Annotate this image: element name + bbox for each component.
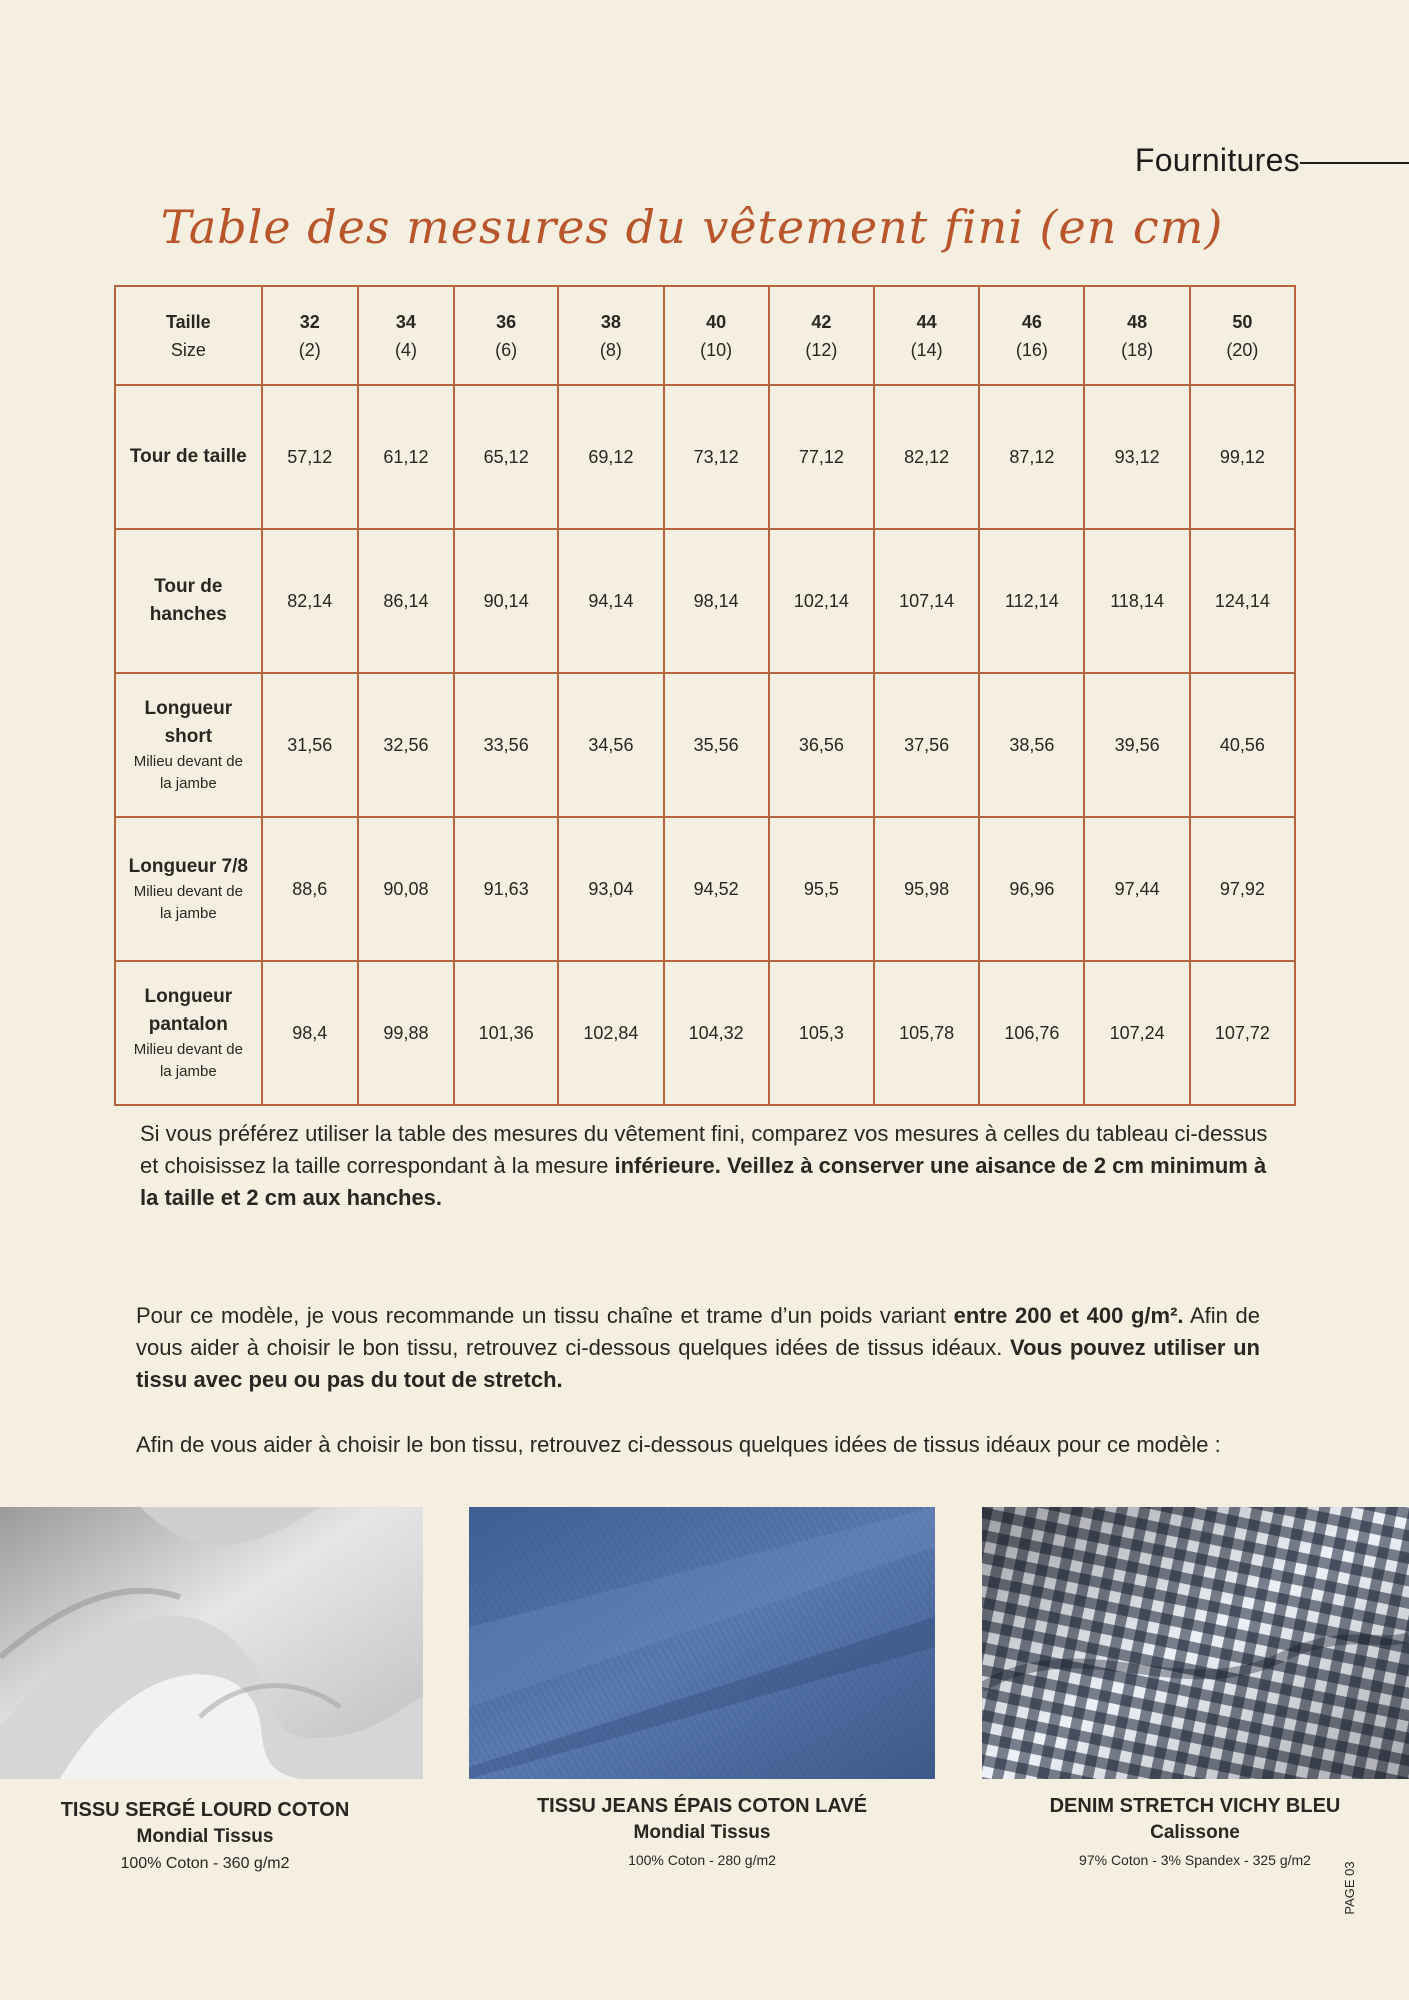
table-cell: 86,14 xyxy=(358,529,454,673)
table-cell: 102,14 xyxy=(769,529,874,673)
recommendation-bold-1: entre 200 et 400 g/m². xyxy=(953,1303,1184,1328)
fabric-name: TISSU JEANS ÉPAIS COTON LAVÉ xyxy=(536,1795,868,1817)
table-cell: 88,6 xyxy=(262,817,358,961)
table-cell: 90,08 xyxy=(358,817,454,961)
table-cell: 95,98 xyxy=(874,817,979,961)
size-header-cell xyxy=(1084,286,1189,385)
row-label-cell xyxy=(115,529,262,673)
row-label-cell xyxy=(115,961,262,1105)
table-header-row xyxy=(115,286,1295,385)
table-cell: 95,5 xyxy=(769,817,874,961)
size-us: (16) xyxy=(1015,339,1048,360)
fabric-ideas-intro: Afin de vous aider à choisir le bon tissu, retrouvez ci-dessous quelques idées de tissus idéaux pour ce modèle : xyxy=(136,1432,1221,1457)
table-cell: 91,63 xyxy=(454,817,558,961)
table-cell: 65,12 xyxy=(454,385,558,529)
table-row xyxy=(115,385,1295,529)
size-fr: 34 xyxy=(395,311,416,332)
table-cell: 35,56 xyxy=(664,673,769,817)
table-cell: 94,52 xyxy=(664,817,769,961)
row-label: Longueur pantalon xyxy=(144,986,233,1035)
fabric-caption-twill xyxy=(0,1796,410,1878)
table-cell: 82,14 xyxy=(262,529,358,673)
recommendation-bold-2: Vous pouvez utiliser un tissu avec peu ou pas du tout de stretch. xyxy=(136,1335,1260,1392)
row-label-cell xyxy=(115,673,262,817)
table-cell: 38,56 xyxy=(979,673,1084,817)
table-cell: 106,76 xyxy=(979,961,1084,1105)
table-cell: 31,56 xyxy=(262,673,358,817)
row-label-cell xyxy=(115,817,262,961)
size-fr: 40 xyxy=(706,311,727,332)
section-title: Fournitures xyxy=(1134,142,1300,178)
table-cell: 102,84 xyxy=(558,961,663,1105)
table-cell: 107,24 xyxy=(1084,961,1189,1105)
size-header-cell xyxy=(558,286,663,385)
row-label: Longueur 7/8 xyxy=(128,856,248,877)
size-header-cell xyxy=(454,286,558,385)
fabric-brand: Calissone xyxy=(1150,1822,1240,1843)
size-header-cell xyxy=(358,286,454,385)
size-us: (6) xyxy=(495,339,518,360)
table-cell: 93,04 xyxy=(558,817,663,961)
table-cell: 118,14 xyxy=(1084,529,1189,673)
corner-label: Taille xyxy=(165,311,211,332)
size-header-cell xyxy=(769,286,874,385)
note-text: Si vous préférez utiliser la table des mesures du vêtement fini, comparez vos mesures à celles du tableau ci-dessus et choisissez la taille correspondant à la mesure xyxy=(140,1121,1268,1178)
size-us: (10) xyxy=(700,339,733,360)
size-header-cell xyxy=(262,286,358,385)
size-fr: 36 xyxy=(496,311,517,332)
size-fr: 48 xyxy=(1127,311,1148,332)
fabric-composition: 100% Coton - 360 g/m2 xyxy=(120,1855,290,1872)
table-corner-cell xyxy=(115,286,262,385)
fabric-composition: 97% Coton - 3% Spandex - 325 g/m2 xyxy=(1079,1852,1311,1868)
size-fr: 50 xyxy=(1232,311,1253,332)
table-cell: 94,14 xyxy=(558,529,663,673)
size-us: (14) xyxy=(910,339,943,360)
size-us: (4) xyxy=(394,339,417,360)
recommendation-text-2: Afin de vous aider à choisir le bon tissu, retrouvez ci-dessous quelques idées de tissus idéaux. xyxy=(136,1303,1260,1360)
table-cell: 101,36 xyxy=(454,961,558,1105)
table-cell: 98,4 xyxy=(262,961,358,1105)
fabric-recommendation xyxy=(136,1300,1260,1396)
table-cell: 105,3 xyxy=(769,961,874,1105)
table-cell: 32,56 xyxy=(358,673,454,817)
size-us: (20) xyxy=(1226,339,1259,360)
table-cell: 98,14 xyxy=(664,529,769,673)
fabric-image-jeans xyxy=(469,1507,935,1779)
table-row xyxy=(115,961,1295,1105)
row-sublabel: Milieu devant de la jambe xyxy=(133,883,243,922)
corner-sublabel: Size xyxy=(170,339,206,360)
table-row xyxy=(115,817,1295,961)
table-cell: 34,56 xyxy=(558,673,663,817)
table-cell: 69,12 xyxy=(558,385,663,529)
table-cell: 124,14 xyxy=(1190,529,1295,673)
fabric-image-gingham xyxy=(982,1507,1409,1779)
finished-measurements-note xyxy=(140,1118,1280,1214)
table-cell: 73,12 xyxy=(664,385,769,529)
table-cell: 112,14 xyxy=(979,529,1084,673)
note-bold-text: inférieure. Veillez à conserver une aisance de 2 cm minimum à la taille et 2 cm aux hanches. xyxy=(140,1153,1267,1210)
size-us: (18) xyxy=(1121,339,1154,360)
size-us: (2) xyxy=(298,339,321,360)
table-cell: 39,56 xyxy=(1084,673,1189,817)
table-cell: 40,56 xyxy=(1190,673,1295,817)
table-cell: 57,12 xyxy=(262,385,358,529)
table-cell: 99,12 xyxy=(1190,385,1295,529)
fabric-image-twill xyxy=(0,1507,423,1779)
table-row xyxy=(115,673,1295,817)
fabric-brand: Mondial Tissus xyxy=(633,1822,771,1843)
size-header-cell xyxy=(1190,286,1295,385)
table-row xyxy=(115,529,1295,673)
table-cell: 107,72 xyxy=(1190,961,1295,1105)
row-sublabel: Milieu devant de la jambe xyxy=(133,753,243,792)
row-label-cell xyxy=(115,385,262,529)
row-sublabel: Milieu devant de la jambe xyxy=(133,1041,243,1080)
fabric-name: DENIM STRETCH VICHY BLEU xyxy=(1049,1795,1341,1817)
table-cell: 105,78 xyxy=(874,961,979,1105)
size-header-cell xyxy=(874,286,979,385)
size-header-cell xyxy=(979,286,1084,385)
size-fr: 46 xyxy=(1021,311,1042,332)
fabric-caption-jeans xyxy=(469,1792,935,1874)
size-fr: 44 xyxy=(916,311,937,332)
table-cell: 107,14 xyxy=(874,529,979,673)
recommendation-text-1: Pour ce modèle, je vous recommande un tissu chaîne et trame d’un poids variant xyxy=(136,1303,954,1328)
table-cell: 104,32 xyxy=(664,961,769,1105)
fabric-name: TISSU SERGÉ LOURD COTON xyxy=(60,1799,350,1821)
size-fr: 38 xyxy=(600,311,621,332)
table-cell: 97,92 xyxy=(1190,817,1295,961)
table-cell: 36,56 xyxy=(769,673,874,817)
size-header-cell xyxy=(664,286,769,385)
table-cell: 61,12 xyxy=(358,385,454,529)
measurements-table xyxy=(114,285,1296,1106)
page-number: PAGE 03 xyxy=(1341,1861,1357,1915)
table-title: Table des mesures du vêtement fini (en cm) xyxy=(160,200,1224,254)
table-cell: 99,88 xyxy=(358,961,454,1105)
row-label: Tour de hanches xyxy=(149,576,227,625)
fabric-brand: Mondial Tissus xyxy=(136,1826,274,1847)
section-title-rule xyxy=(1300,162,1409,164)
size-us: (8) xyxy=(599,339,622,360)
table-cell: 90,14 xyxy=(454,529,558,673)
row-label: Longueur short xyxy=(144,698,233,747)
table-cell: 77,12 xyxy=(769,385,874,529)
size-fr: 32 xyxy=(299,311,320,332)
table-cell: 37,56 xyxy=(874,673,979,817)
fabric-composition: 100% Coton - 280 g/m2 xyxy=(628,1852,776,1868)
table-cell: 96,96 xyxy=(979,817,1084,961)
size-us: (12) xyxy=(805,339,838,360)
table-cell: 97,44 xyxy=(1084,817,1189,961)
table-cell: 87,12 xyxy=(979,385,1084,529)
table-cell: 33,56 xyxy=(454,673,558,817)
size-fr: 42 xyxy=(811,311,832,332)
table-cell: 82,12 xyxy=(874,385,979,529)
table-cell: 93,12 xyxy=(1084,385,1189,529)
fabric-caption-gingham xyxy=(1040,1792,1350,1874)
row-label: Tour de taille xyxy=(129,446,247,467)
